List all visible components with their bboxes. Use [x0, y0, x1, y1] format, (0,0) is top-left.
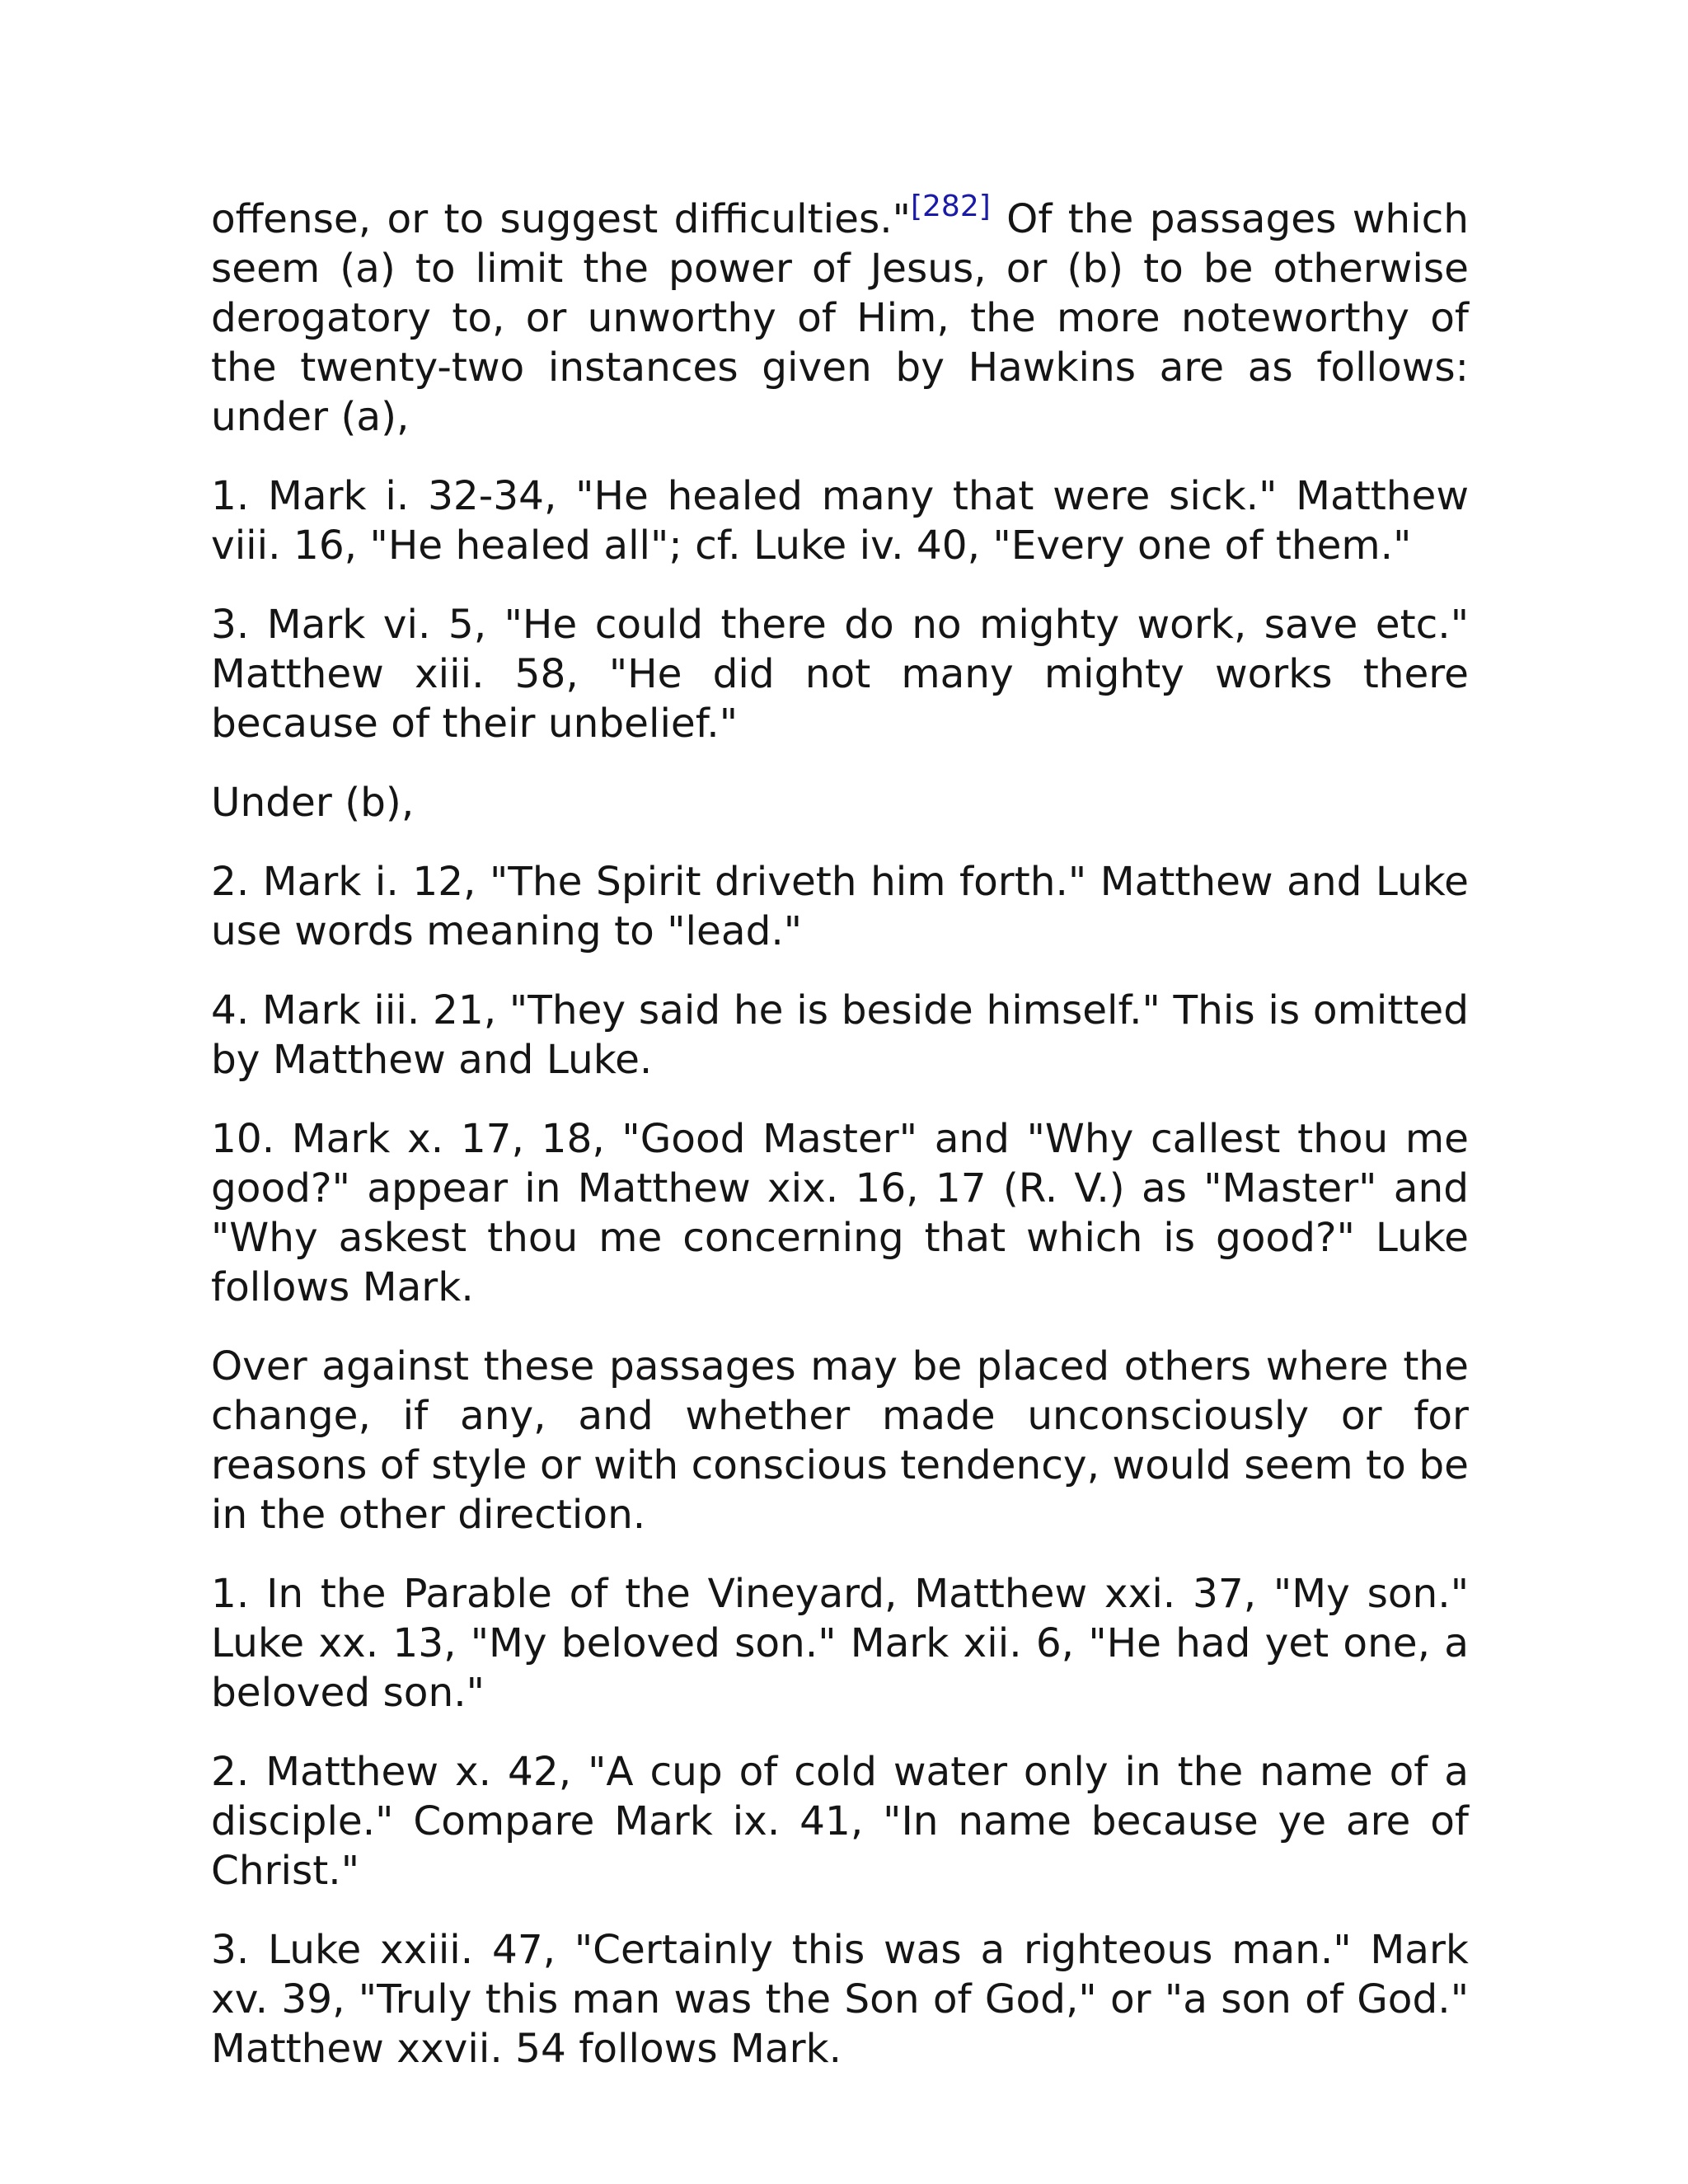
footnote-link[interactable]: [282] [910, 190, 991, 223]
list-item-mark-vi-5: 3. Mark vi. 5, "He could there do no mighty work, save etc." Matthew xiii. 58, "He did not many mighty works there because of their unbelief." [211, 602, 1469, 747]
list-item-luke-xxiii-47: 3. Luke xxiii. 47, "Certainly this was a righteous man." Mark xv. 39, "Truly this man was the Son of God," or "a son of God." Matthew xxvii. 54 follows Mark. [211, 1927, 1469, 2072]
intro-paragraph [211, 190, 1470, 442]
section-label-under-b: Under (b), [211, 780, 415, 826]
list-item-vineyard-parable: 1. In the Parable of the Vineyard, Matthew xxi. 37, "My son." Luke xx. 13, "My beloved son." Mark xii. 6, "He had yet one, a beloved son." [211, 1571, 1469, 1716]
list-item-mark-x-17: 10. Mark x. 17, 18, "Good Master" and "Why callest thou me good?" appear in Matthew xix. 16, 17 (R. V.) as "Master" and "Why askest thou me concerning that which is good?" Luke follows Mark. [211, 1116, 1469, 1310]
list-item-mark-iii-21: 4. Mark iii. 21, "They said he is beside himself." This is omitted by Matthew and Luke. [211, 987, 1469, 1083]
transition-paragraph: Over against these passages may be placed others where the change, if any, and whether made unconsciously or for reasons of style or with conscious tendency, would seem to be in the other direction. [211, 1343, 1469, 1538]
list-item-mark-i-12: 2. Mark i. 12, "The Spirit driveth him forth." Matthew and Luke use words meaning to "lead." [211, 859, 1469, 954]
intro-text-end: Of the passages which seem (a) to limit the power of Jesus, or (b) to be otherwise derogatory to, or unworthy of Him, the more noteworthy of the twenty-two instances given by Hawkins are as follows: under (a), [211, 196, 1470, 440]
document-page [211, 190, 1470, 2103]
list-item-matthew-x-42: 2. Matthew x. 42, "A cup of cold water only in the name of a disciple." Compare Mark ix. 41, "In name because ye are of Christ." [211, 1749, 1469, 1894]
list-item-mark-i-32: 1. Mark i. 32-34, "He healed many that were sick." Matthew viii. 16, "He healed all"; cf. Luke iv. 40, "Every one of them." [211, 473, 1469, 569]
intro-text-start: offense, or to suggest difficulties." [211, 196, 911, 242]
